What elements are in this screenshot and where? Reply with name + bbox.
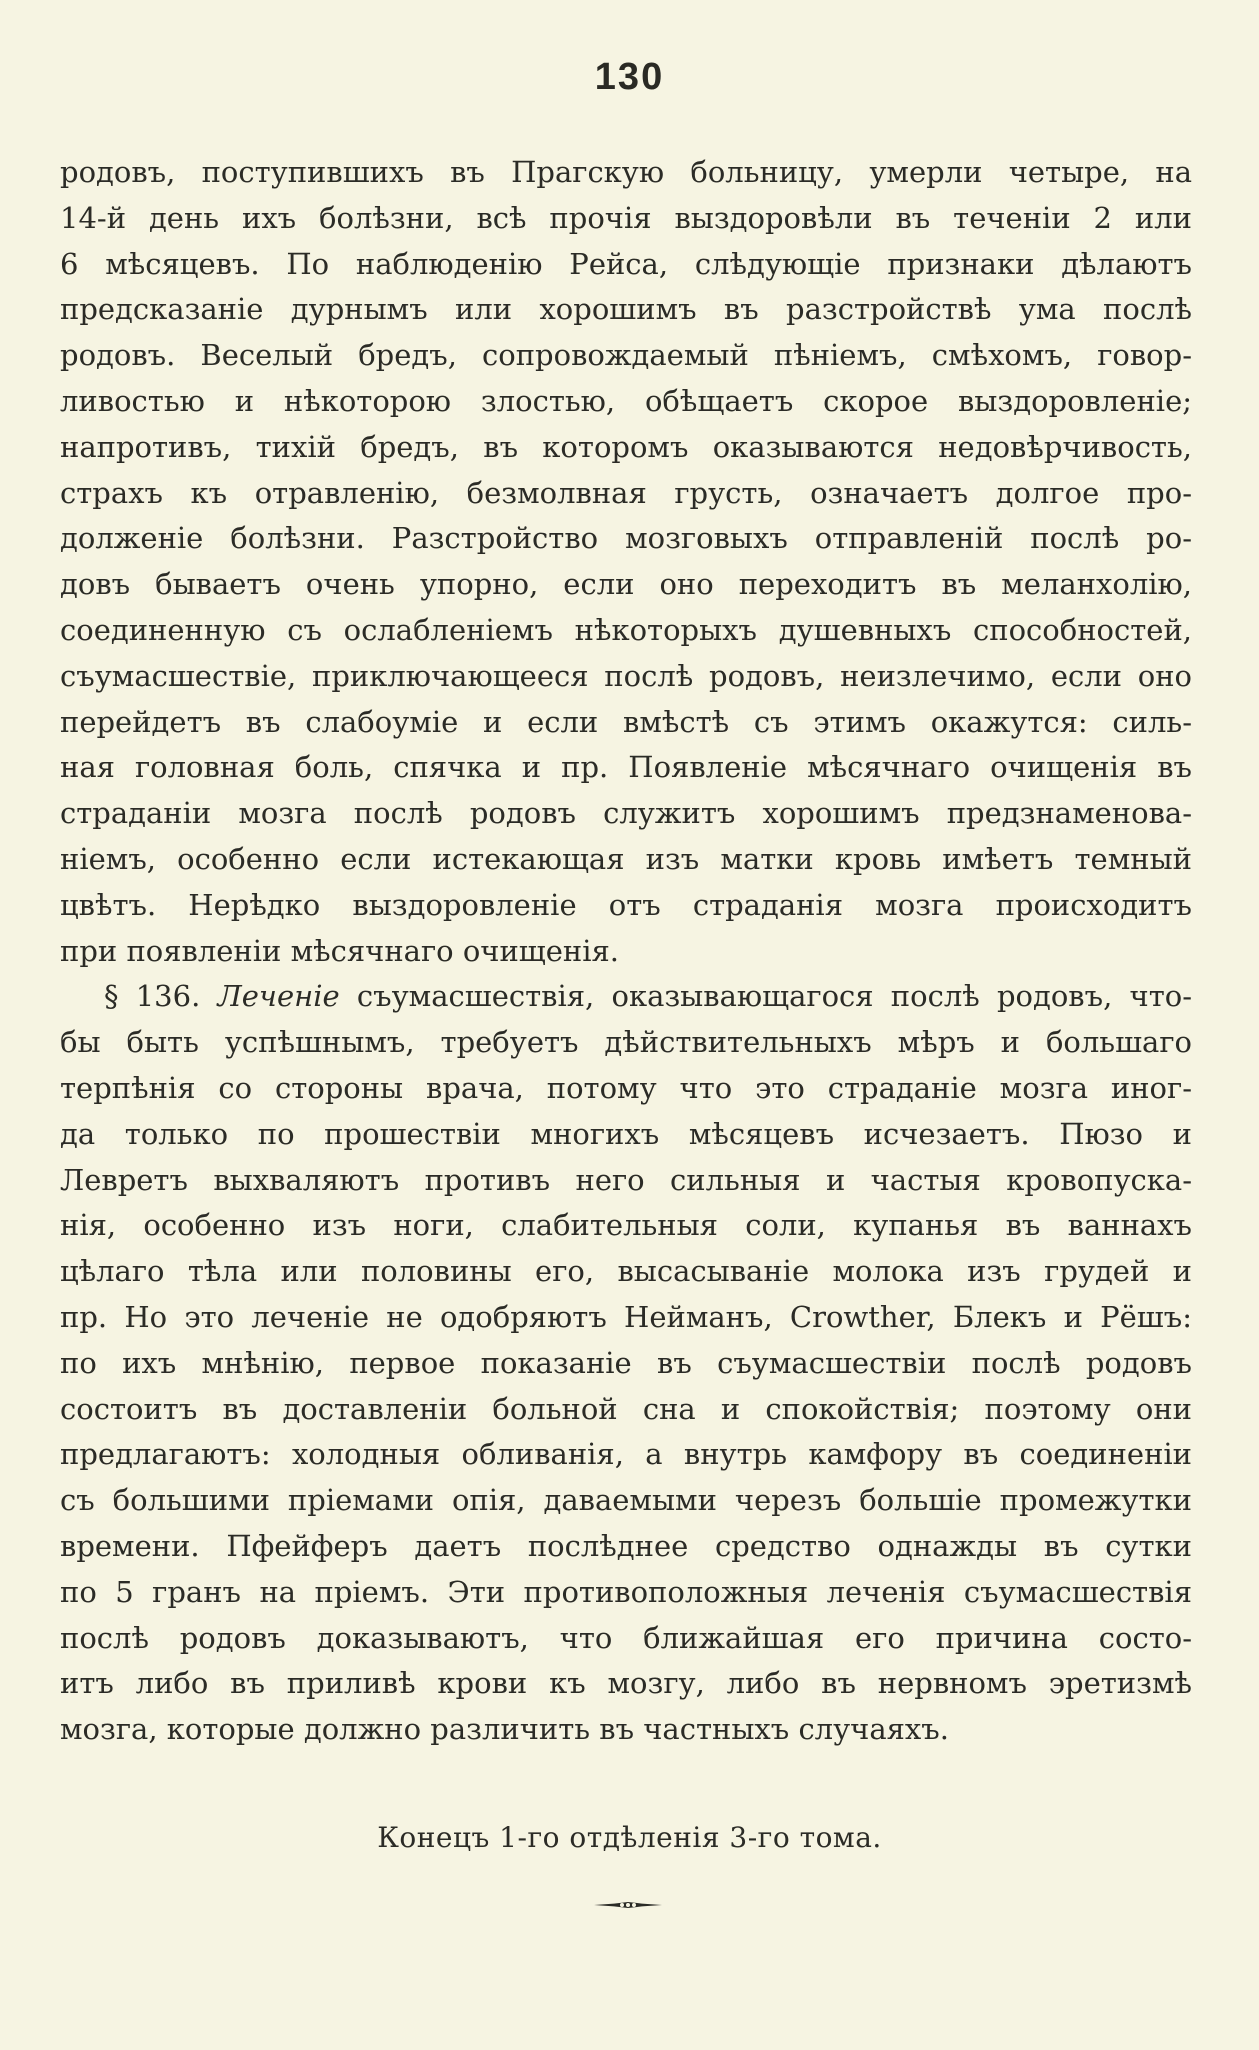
text-line: родовъ, поступившихъ въ Прагскую больницу, умерли четыре, на [60,155,1192,189]
text-line: ная головная боль, спячка и пр. Появленіе мѣсячнаго очищенія въ [60,750,1192,785]
text-line: итъ либо въ приливѣ крови къ мозгу, либо въ нервномъ эретизмѣ [60,1666,1192,1701]
text-line: ливостью и нѣкоторою злостью, обѣщаетъ скорое выздоровленіе; [60,383,1192,418]
text-line: ніемъ, особенно если истекающая изъ матки кровь имѣетъ темный [60,841,1192,876]
text-line: бы быть успѣшнымъ, требуетъ дѣйствительныхъ мѣръ и большаго [60,1025,1192,1060]
page-number: 130 [594,56,665,98]
end-ornament [592,1900,664,1910]
text-line: съ большими пріемами опія, даваемыми черезъ большіе промежутки [60,1483,1192,1518]
section-number: § 136. [104,979,201,1014]
text-line: предсказаніе дурнымъ или хорошимъ въ разстройствѣ ума послѣ [60,292,1192,327]
volume-end-note: Конецъ 1-го отдѣленія 3-го тома. [377,1821,882,1854]
text-line: Левретъ выхваляютъ противъ него сильныя и частыя кровопуска- [60,1162,1192,1197]
section-keyword: Леченіе [217,979,340,1014]
text-line: страданіи мозга послѣ родовъ служитъ хорошимъ предзнаменова- [60,796,1192,831]
text-line: послѣ родовъ доказываютъ, что ближайшая его причина состо- [60,1620,1192,1655]
text-line: родовъ. Веселый бредъ, сопровождаемый пѣніемъ, смѣхомъ, говор- [60,338,1192,373]
text-line: предлагаютъ: холодныя обливанія, а внутрь камфору въ соединеніи [60,1437,1192,1472]
text-line: цвѣтъ. Нерѣдко выздоровленіе отъ страданія мозга происходитъ [60,887,1192,922]
text-line: цѣлаго тѣла или половины его, высасываніе молока изъ грудей и [60,1254,1192,1289]
text-line: состоитъ въ доставленіи больной сна и спокойствія; поэтому они [60,1391,1192,1426]
text-line: перейдетъ въ слабоуміе и если вмѣстѣ съ этимъ окажутся: силь- [60,704,1192,739]
text-line: мозга, которые должно различить въ частныхъ случаяхъ. [60,1712,949,1747]
text-line: 14-й день ихъ болѣзни, всѣ прочія выздоровѣли въ теченіи 2 или [60,200,1192,235]
section-first-line: съумасшествія, оказывающагося послѣ родовъ, что- [356,979,1192,1014]
section-heading-line [60,974,1192,1020]
text-line: соединенную съ ослабленіемъ нѣкоторыхъ душевныхъ способностей, [60,612,1192,647]
text-line: времени. Пфейферъ даетъ послѣднее средство однажды въ сутки [60,1528,1192,1563]
body-text [60,150,1192,1753]
text-line: по ихъ мнѣнію, первое показаніе въ съумасшествіи послѣ родовъ [60,1345,1192,1380]
text-line: терпѣнія со стороны врача, потому что это страданіе мозга иног- [60,1070,1192,1105]
text-line: при появленіи мѣсячнаго очищенія. [60,933,620,968]
text-line: нія, особенно изъ ноги, слабительныя соли, купанья въ ваннахъ [60,1208,1192,1243]
text-line: да только по прошествіи многихъ мѣсяцевъ исчезаетъ. Пюзо и [60,1116,1192,1151]
text-line: страхъ къ отравленію, безмолвная грусть, означаетъ долгое про- [60,475,1192,510]
text-line: долженіе болѣзни. Разстройство мозговыхъ отправленій послѣ ро- [60,521,1192,556]
text-line: 6 мѣсяцевъ. По наблюденію Рейса, слѣдующіе признаки дѣлаютъ [60,246,1192,281]
text-line: по 5 гранъ на пріемъ. Эти противоположныя леченія съумасшествія [60,1574,1192,1609]
text-line: напротивъ, тихій бредъ, въ которомъ оказываются недовѣрчивость, [60,429,1192,464]
text-line: довъ бываетъ очень упорно, если оно переходитъ въ меланхолію, [60,567,1192,602]
text-line: съумасшествіе, приключающееся послѣ родовъ, неизлечимо, если оно [60,658,1192,693]
text-line: пр. Но это леченіе не одобряютъ Нейманъ, Crowther, Блекъ и Рёшъ: [60,1299,1192,1334]
